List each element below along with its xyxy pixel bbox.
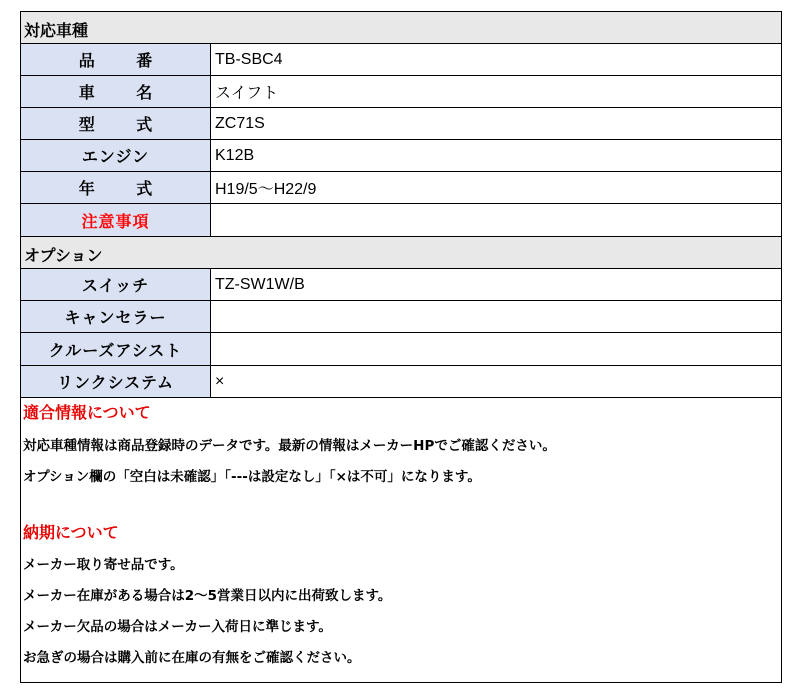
value-part-number: TB-SBC4 xyxy=(215,50,283,68)
row-cruise-assist xyxy=(21,333,781,366)
label-car-name: 車 名 xyxy=(21,76,211,107)
row-part-number xyxy=(21,44,781,76)
delivery-info-line: お急ぎの場合は購入前に在庫の有無をご確認ください。 xyxy=(23,650,361,666)
delivery-info-line: メーカー欠品の場合はメーカー入荷日に準じます。 xyxy=(23,619,332,635)
row-canceller xyxy=(21,301,781,333)
compat-section-header xyxy=(21,12,781,44)
delivery-info-heading: 納期について xyxy=(23,523,119,542)
fitment-info-heading: 適合情報について xyxy=(23,403,151,422)
row-switch xyxy=(21,269,781,301)
label-switch: スイッチ xyxy=(21,269,211,300)
value-switch: TZ-SW1W/B xyxy=(215,275,305,293)
vehicle-compatibility-sheet xyxy=(20,11,782,683)
row-model-code xyxy=(21,108,781,140)
delivery-info-line: メーカー在庫がある場合は2～5営業日以内に出荷致します。 xyxy=(23,588,392,604)
label-canceller: キャンセラー xyxy=(21,301,211,332)
fitment-info-line: オプション欄の「空白は未確認」「---は設定なし」「×は不可」になります。 xyxy=(23,469,481,485)
row-link-system xyxy=(21,366,781,398)
option-section-header xyxy=(21,237,781,269)
label-model-year: 年 式 xyxy=(21,172,211,203)
value-link-system: × xyxy=(215,372,225,390)
row-engine xyxy=(21,140,781,172)
option-section-title: オプション xyxy=(24,246,103,265)
value-engine: K12B xyxy=(215,146,255,164)
value-model-code: ZC71S xyxy=(215,114,265,132)
label-engine: エンジン xyxy=(21,140,211,171)
label-notes: 注意事項 xyxy=(21,204,211,236)
label-link-system: リンクシステム xyxy=(21,366,211,397)
row-car-name xyxy=(21,76,781,108)
value-model-year: H19/5～H22/9 xyxy=(215,181,317,198)
compat-section-title: 対応車種 xyxy=(24,21,89,40)
row-notes xyxy=(21,204,781,237)
label-cruise-assist: クルーズアシスト xyxy=(21,333,211,365)
label-model-code: 型 式 xyxy=(21,108,211,139)
label-part-number: 品 番 xyxy=(21,44,211,75)
row-model-year xyxy=(21,172,781,204)
delivery-info-line: メーカー取り寄せ品です。 xyxy=(23,557,184,573)
fitment-info-line: 対応車種情報は商品登録時のデータです。最新の情報はメーカーHPでご確認ください。 xyxy=(23,438,556,454)
value-car-name: スイフト xyxy=(215,85,279,102)
